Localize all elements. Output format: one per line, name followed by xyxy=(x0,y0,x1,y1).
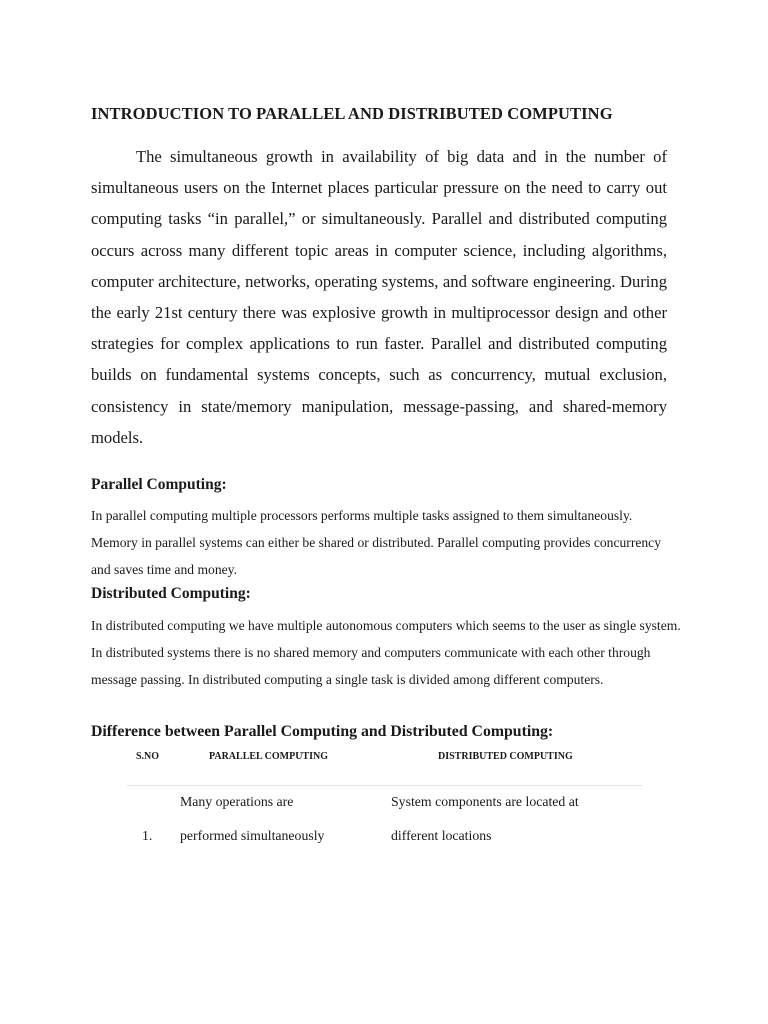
parallel-computing-heading: Parallel Computing: xyxy=(91,476,227,493)
difference-heading: Difference between Parallel Computing and Distributed Computing: xyxy=(91,723,554,740)
table-cell-parallel-line: performed simultaneously xyxy=(180,828,325,843)
distributed-computing-paragraph: In distributed computing we have multiple autonomous computers which seems to the user as single system. In distributed systems there is no shared memory and computers communicate with each other through message passing. In distributed computing a single task is divided among different computers. xyxy=(91,618,681,687)
table-cell-distributed xyxy=(391,785,579,853)
parallel-computing-paragraph: In parallel computing multiple processors performs multiple tasks assigned to them simultaneously. Memory in parallel systems can either be shared or distributed. Parallel computing provides concurrency and saves time and money. xyxy=(91,508,662,577)
table-cell-parallel-line: Many operations are xyxy=(180,794,294,809)
table-header-sno: S.NO xyxy=(136,751,160,762)
table-cell-parallel xyxy=(180,785,324,853)
table-cell-sno: 1. xyxy=(142,828,153,843)
table-header-distributed: DISTRIBUTED COMPUTING xyxy=(438,751,573,762)
table-cell-distributed-line: System components are located at xyxy=(391,794,579,809)
document-title: INTRODUCTION TO PARALLEL AND DISTRIBUTED COMPUTING xyxy=(91,104,613,123)
distributed-computing-heading: Distributed Computing: xyxy=(91,585,251,602)
intro-paragraph: The simultaneous growth in availability of big data and in the number of simultaneous users on the Internet places particular pressure on the need to carry out computing tasks “in parallel,” or simultaneously. Parallel and distributed computing occurs across many different topic areas in computer science, including algorithms, computer architecture, networks, operating systems, and software engineering. During the early 21st century there was explosive growth in multiprocessor design and other strategies for complex applications to run faster. Parallel and distributed computing builds on fundamental systems concepts, such as concurrency, mutual exclusion, consistency in state/memory manipulation, message-passing, and shared-memory models. xyxy=(91,147,667,447)
table-header-parallel: PARALLEL COMPUTING xyxy=(209,751,328,762)
table-cell-distributed-line: different locations xyxy=(391,828,492,843)
